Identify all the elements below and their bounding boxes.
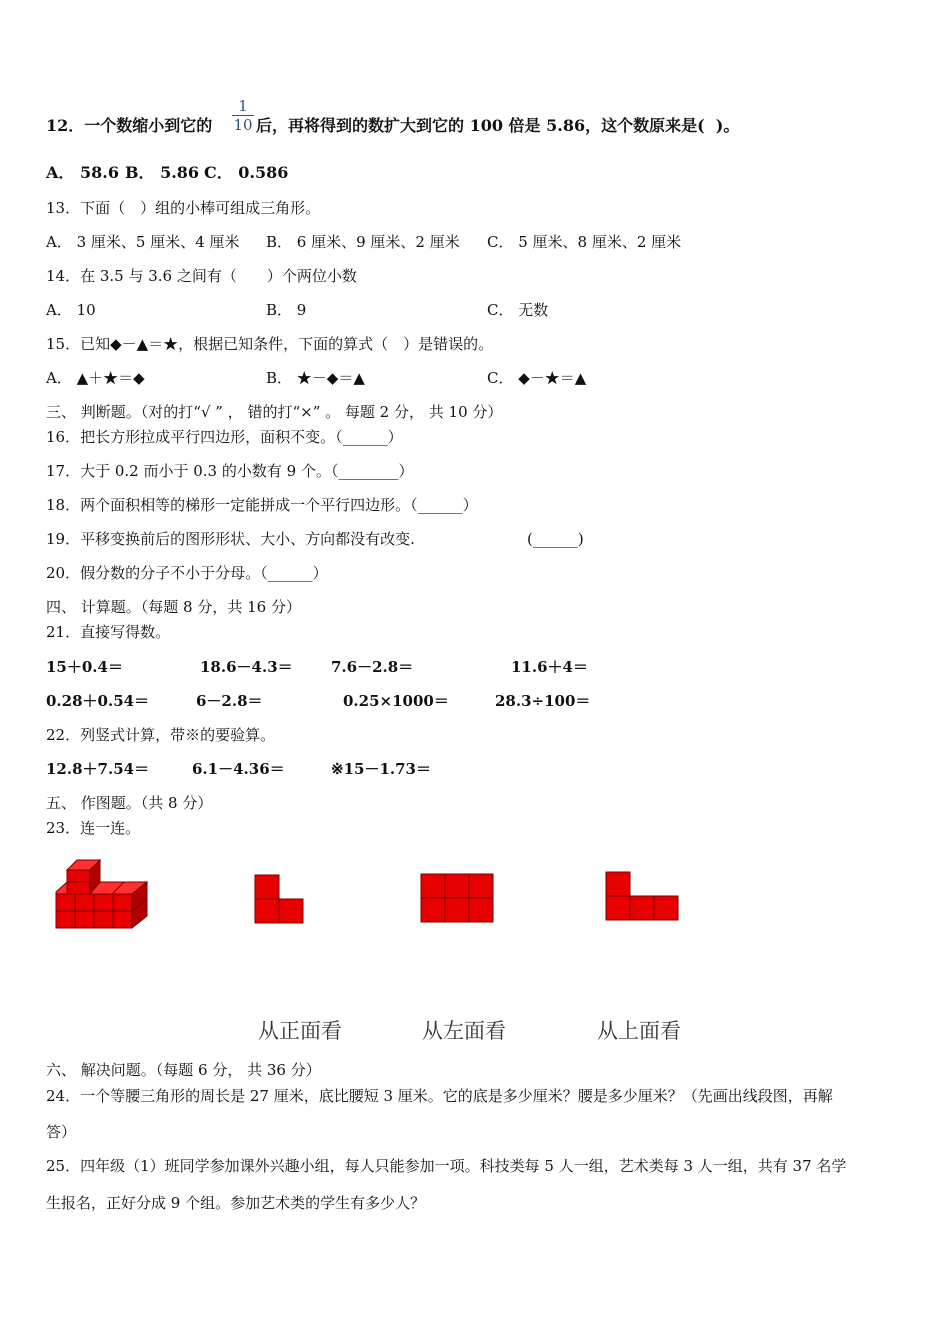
q15-option-c: C． ◆－★＝▲ (487, 369, 587, 387)
q17-text: 17．大于 0.2 而小于 0.3 的小数有 9 个。（________） (46, 462, 414, 480)
section-6-heading: 六、 解决问题。（每题 6 分， 共 36 分） (46, 1061, 321, 1079)
section-4-heading: 四、 计算题。（每题 8 分，共 16 分） (46, 598, 301, 616)
q14-option-a: A． 10 (46, 301, 96, 319)
q21-calc: 18.6－4.3＝ (200, 658, 293, 676)
q12-fraction-numerator: 1 (238, 97, 248, 115)
q12-fraction-denominator: 10 (233, 116, 253, 134)
q25-text-line1: 25．四年级（1）班同学参加课外兴趣小组，每人只能参加一项。科技类每 5 人一组，艺术类每 3 人一组，共有 37 名学 (46, 1157, 847, 1175)
q16-text: 16．把长方形拉成平行四边形，面积不变。（______） (46, 428, 403, 446)
q21-calc: 6－2.8＝ (196, 692, 263, 710)
q19-blank: (______) (527, 530, 584, 548)
q12-text-before: 12．一个数缩小到它的 (46, 116, 213, 135)
q14-option-b: B． 9 (266, 301, 307, 319)
q13-text: 13．下面（ ）组的小棒可组成三角形。 (46, 199, 321, 217)
q12-text-after: 后，再将得到的数扩大到它的 100 倍是 5.86，这个数原来是( )。 (256, 116, 740, 135)
q21-calc: 0.25×1000＝ (343, 692, 449, 710)
q21-calc: 7.6－2.8＝ (331, 658, 414, 676)
view-shape-l-small (254, 874, 306, 926)
section-5-heading: 五、 作图题。（共 8 分） (46, 794, 213, 812)
q23-text: 23．连一连。 (46, 819, 141, 837)
q12-option-c: C． 0.586 (204, 163, 289, 182)
q24-text-line1: 24．一个等腰三角形的周长是 27 厘米，底比腰短 3 厘米。它的底是多少厘米？腰是多少厘米？（先画出线段图，再解 (46, 1087, 833, 1105)
view-shape-l-wide (605, 871, 681, 923)
q21-calc: 0.28＋0.54＝ (46, 692, 150, 710)
view-shape-rectangle (420, 873, 495, 924)
q21-calc: 15＋0.4＝ (46, 658, 123, 676)
q14-text: 14．在 3.5 与 3.6 之间有（ ）个两位小数 (46, 267, 357, 285)
q22-calc: 6.1－4.36＝ (192, 760, 285, 778)
q25-text-line2: 生报名，正好分成 9 个组。参加艺术类的学生有多少人？ (46, 1194, 426, 1212)
q20-text: 20．假分数的分子不小于分母。（______） (46, 564, 328, 582)
q12-option-b: B． 5.86 (125, 163, 200, 182)
q15-option-a: A． ▲＋★＝◆ (46, 369, 145, 387)
view-label-top: 从上面看 (597, 1019, 681, 1043)
q24-text-line2: 答） (46, 1123, 77, 1141)
section-3-heading: 三、 判断题。（对的打“√ ” ， 错的打“×” 。 每题 2 分， 共 10 分） (46, 403, 503, 421)
q13-option-b: B． 6 厘米、9 厘米、2 厘米 (266, 233, 460, 251)
q12-fraction (232, 98, 254, 133)
q15-option-b: B． ★－◆＝▲ (266, 369, 365, 387)
cube-stack-figure (52, 858, 152, 934)
q14-option-c: C． 无数 (487, 301, 549, 319)
q22-text: 22．列竖式计算，带※的要验算。 (46, 726, 276, 744)
q18-text: 18．两个面积相等的梯形一定能拼成一个平行四边形。（______） (46, 496, 478, 514)
view-label-left: 从左面看 (422, 1019, 506, 1043)
q13-option-a: A． 3 厘米、5 厘米、4 厘米 (46, 233, 240, 251)
q22-calc: ※15－1.73＝ (331, 760, 431, 778)
q21-calc: 28.3÷100＝ (495, 692, 591, 710)
view-label-front: 从正面看 (258, 1019, 342, 1043)
q21-text: 21．直接写得数。 (46, 623, 171, 641)
q12-option-a: A． 58.6 (46, 163, 119, 182)
q21-calc: 11.6＋4＝ (511, 658, 588, 676)
q22-calc: 12.8＋7.54＝ (46, 760, 150, 778)
q19-text: 19．平移变换前后的图形形状、大小、方向都没有改变. (46, 530, 415, 548)
q13-option-c: C． 5 厘米、8 厘米、2 厘米 (487, 233, 682, 251)
q15-text: 15．已知◆－▲＝★，根据已知条件，下面的算式（ ）是错误的。 (46, 335, 494, 353)
